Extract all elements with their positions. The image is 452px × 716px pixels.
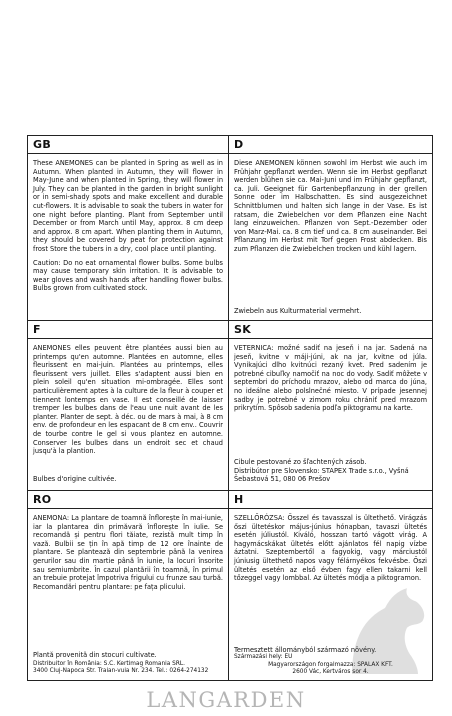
section-sk-paragraph: VETERNICA: možné sadiť na jeseň i na jar. Sadená na jeseň, kvitne v máji-júni, ak na jar, kvitne od júla. Vynikajúci dlho kvitnúci rezaný kvet. Pred sadením je potrebné cibuľky namočiť na noc do vody. Sadiť môžete v septembri do príchodu mrazov, alebo od marca do júna, no ideálne alebo polslnečné miesto. V prípade jesennej sadby je potrebné v zimom roku chrániť pred mrazom prikrytím. Spôsob sadenia podľa piktogramu na karte. (234, 344, 427, 413)
section-f-text (28, 339, 228, 456)
section-sk-text (229, 339, 432, 413)
section-f-code: F (28, 321, 228, 339)
section-sk-footer (234, 458, 427, 484)
section-gb-code: GB (28, 136, 228, 154)
section-d-text (229, 154, 432, 254)
section-sk-code: SK (229, 321, 432, 339)
section-h-footer-line: Magyarországon forgalmazza: SPALAX KFT. (268, 661, 393, 668)
section-d (229, 136, 432, 321)
horse-logo-watermark (330, 575, 440, 685)
section-sk (229, 321, 432, 491)
section-f-paragraph: ANEMONES elles peuvent être plantées aussi bien au printemps qu'en automne. Plantées en automne, elles fleurissent en mai-juin. Plantées au printemps, elles fleurissent vers juillet. Elles s'adaptent aussi bien en plein soleil qu'en situation mi-ombragée. Elles sont particulièrement aptes à la culture de la fleur à couper et tiennent lontemps en vase. Il est conseillé de laisser tremper les bulbes dans de l'eau une nuit avant de les planter. Planter de sept. à déc. ou de mars à mai, à 8 cm env. de profondeur en les espacant de 8 cm env.. Couvrir de tourbe contre le gel si vous plantez en automne. Conserver les bulbes dans un endroit sec et chaud jusqu'à la plantion. (33, 344, 223, 456)
section-ro-text (28, 509, 228, 591)
section-h-code: H (229, 491, 432, 509)
section-ro-paragraph: ANEMONA: La plantare de toamnă înflorește în mai-iunie, iar la plantarea din primăvară înflorește în iulie. Se recomandă și pentru flori tăiate, rezistă mult timp în vază. Bulbii se țin în apă timp de 12 ore înainte de plantare. Se plantează din septembrie până la venirea gerurilor sau din martie până în iunie, la locuri însorite sau semiumbrite. În cazul plantării în toamnă, în primul an trebuie protejat împotriva frigului cu frunze sau turbă. Recomandări pentru plantare: pe fața plicului. (33, 514, 223, 591)
section-ro-footer-line: 3400 Cluj-Napoca Str. Traian-vuia Nr. 234. Tel.: 0264-274132 (33, 668, 209, 675)
section-ro-footer (33, 651, 223, 676)
section-ro (28, 491, 229, 680)
section-gb-text (28, 154, 228, 293)
section-d-code: D (229, 136, 432, 154)
section-h-footer-line: 2600 Vác, Kertváros sor 4. (292, 669, 369, 676)
section-gb-caution: Caution: Do no eat ornamental flower bulbs. Some bulbs may cause temporary skin irritation. It is advisable to wear gloves and wash hands after handling flower bulbs. Bulbs grown from cultivated stock. (33, 258, 223, 293)
section-ro-footer-line: Distribuitor în România: S.C. Kertimag Romania SRL. (33, 660, 185, 667)
section-sk-footer-line: Distribútor pre Slovensko: STAPEX Trade s.r.o., Vyšná Šebastová 51, 080 06 Prešov (234, 466, 409, 484)
section-ro-code: RO (28, 491, 228, 509)
section-sk-footer-line: Cibule pestované zo šľachtených zásob. (234, 458, 367, 467)
section-f-footer: Bulbes d'origine cultivée. (33, 475, 117, 484)
section-ro-footer-line: Plantă provenită din stocuri cultivate. (33, 651, 157, 660)
section-h-footer-line: Származási hely: EU (234, 654, 293, 661)
section-h-footer-line: Termesztett állományból származó növény. (234, 645, 377, 654)
langarden-logo: LANGARDEN (146, 688, 306, 712)
section-f (28, 321, 229, 491)
section-gb (28, 136, 229, 321)
section-h-text (229, 509, 432, 583)
section-d-paragraph: Diese ANEMONEN können sowohl im Herbst wie auch im Frühjahr gepflanzt werden. Wenn sie im Herbst gepflanzt werden blühen sie ca. Mai-Juni und im Frühjahr gepflanzt, ca. Juli. Geeignet für Gartenbepflanzung in der grellen Sonne oder im Halbschatten. Es sind ausgezeichnet Schnittblumen und halten sich lange in der Vase. Es ist ratsam, die Zwiebelchen vor dem Pflanzen eine Nacht lang einzuweichen. Pflanzen von Sept.-Dezember oder von Marz-Mai. ca. 8 cm tief und ca. 8 cm auseinander. Bei Pflanzung im Herbst mit Torf gegen Frost abdecken. Bis zum Pflanzen die Zwiebelchen trocken und kühl lagern. (234, 159, 427, 253)
section-d-footer: Zwiebeln aus Kulturmaterial vermehrt. (234, 307, 362, 316)
section-gb-paragraph: These ANEMONES can be planted in Spring as well as in Autumn. When planted in Autumn, they will flower in May-June and when planted in Spring, they will flower in July. They can be planted in the garden in bright sunlight or in semi-shady spots and make excellent and durable cut-flowers. It is advisable to soak the tubers in water for one night before planting. Plant from September until December or from March until May, approx. 8 cm deep and approx. 8 cm apart. When planting them in Autumn, they should be covered by peat for protection against frost Store the tubers in a dry, cool place until planting. (33, 159, 223, 253)
section-h-paragraph: SZELLŐRÓZSA: Ősszel és tavasszal is ültethető. Virágzás őszi ültetéskor május-június hónapban, tavaszi ültetés esetén júliustól. Kiváló, hosszan tartó vágott virág. A hagymácskákat ültetés előtt ajánlatos fél napig vízbe áztatni. Szeptembertől a fagyokig, vagy márciustól júniusig ültethető napos vagy félárnyékos fekvésbe. Őszi ültetés esetén az első évben fagy ellen takarni kell tőzeggel vagy lombbal. Az ültetés módja a piktogramon. (234, 514, 427, 583)
